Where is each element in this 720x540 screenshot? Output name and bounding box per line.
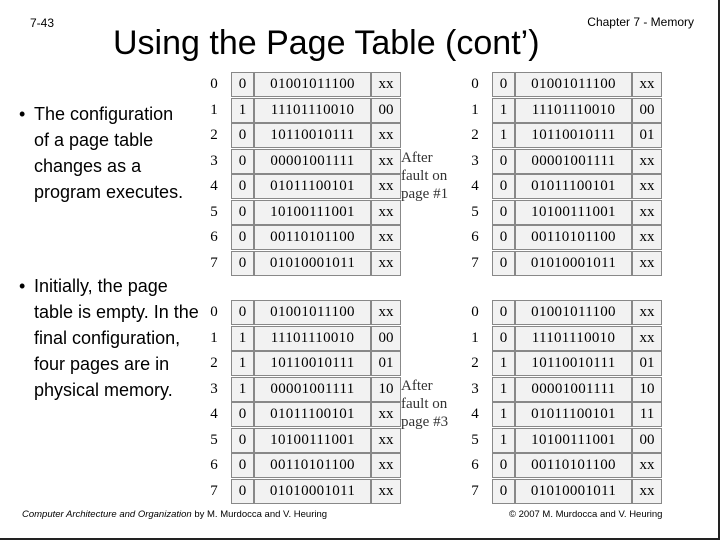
page-index: 6 [210, 229, 218, 245]
present-bit-cell: 0 [231, 402, 254, 427]
page-index: 2 [210, 355, 218, 371]
access-bits-cell: 11 [632, 402, 662, 427]
frame-number-cell: 01010001011 [254, 251, 371, 276]
frame-number-cell: 11101110010 [515, 326, 632, 351]
frame-number-cell: 01001011100 [254, 72, 371, 97]
fault-label-line: After [401, 150, 433, 166]
present-bit-cell: 1 [492, 351, 515, 376]
page-index: 0 [210, 76, 218, 92]
fault-label-line: After [401, 378, 433, 394]
present-bit-cell: 0 [231, 428, 254, 453]
access-bits-cell: xx [632, 326, 662, 351]
fault-label-line: fault on [401, 396, 448, 412]
present-bit-cell: 1 [231, 326, 254, 351]
bullet-dot: • [19, 104, 26, 124]
access-bits-cell: xx [371, 479, 401, 504]
frame-number-cell: 00110101100 [515, 453, 632, 478]
frame-number-cell: 11101110010 [515, 98, 632, 123]
slide-number: 7-43 [30, 16, 55, 30]
page-index: 7 [471, 254, 479, 271]
footer-citation [22, 509, 327, 520]
access-bits-cell: xx [371, 200, 401, 225]
access-bits-cell: 00 [371, 98, 401, 123]
footer-book-title: Computer Architecture and Organization [22, 509, 192, 520]
page-index: 1 [210, 101, 218, 118]
present-bit-cell: 0 [231, 200, 254, 225]
present-bit-cell: 0 [492, 200, 515, 225]
frame-number-cell: 01001011100 [515, 300, 632, 325]
bullet-text: Initially, the page table is empty. In the final configuration, four pages are in physical memory. [34, 276, 199, 400]
page-index: 1 [471, 101, 479, 118]
present-bit-cell: 0 [492, 453, 515, 478]
present-bit-cell: 0 [492, 72, 515, 97]
frame-number-cell: 10100111001 [254, 200, 371, 225]
fault-label-page-1 [401, 149, 448, 203]
present-bit-cell: 0 [231, 174, 254, 199]
frame-number-cell: 01011100101 [515, 402, 632, 427]
present-bit-cell: 0 [492, 225, 515, 250]
page-index: 2 [471, 127, 479, 143]
page-index: 3 [210, 152, 218, 169]
present-bit-cell: 0 [231, 225, 254, 250]
frame-number-cell: 11101110010 [254, 326, 371, 351]
page-index: 7 [210, 482, 218, 499]
page-index: 7 [210, 254, 218, 271]
present-bit-cell: 1 [492, 428, 515, 453]
access-bits-cell: xx [371, 72, 401, 97]
access-bits-cell: 01 [632, 123, 662, 148]
present-bit-cell: 1 [231, 98, 254, 123]
access-bits-cell: xx [632, 149, 662, 174]
access-bits-cell: xx [632, 453, 662, 478]
frame-number-cell: 00110101100 [254, 453, 371, 478]
access-bits-cell: xx [371, 149, 401, 174]
access-bits-cell: xx [371, 300, 401, 325]
present-bit-cell: 1 [231, 351, 254, 376]
frame-number-cell: 01010001011 [254, 479, 371, 504]
page-index: 4 [210, 178, 218, 194]
page-index: 5 [210, 431, 218, 448]
page-index: 5 [471, 203, 479, 220]
present-bit-cell: 1 [492, 377, 515, 402]
access-bits-cell: 10 [371, 377, 401, 402]
page-index: 4 [210, 406, 218, 422]
present-bit-cell: 0 [231, 251, 254, 276]
page-index: 3 [471, 380, 479, 397]
access-bits-cell: xx [632, 251, 662, 276]
present-bit-cell: 0 [231, 479, 254, 504]
page-index: 2 [471, 355, 479, 371]
page-index: 7 [471, 482, 479, 499]
chapter-label: Chapter 7 - Memory [587, 15, 694, 29]
present-bit-cell: 0 [492, 251, 515, 276]
frame-number-cell: 01010001011 [515, 479, 632, 504]
page-index: 0 [471, 76, 479, 92]
frame-number-cell: 10100111001 [254, 428, 371, 453]
frame-number-cell: 01001011100 [254, 300, 371, 325]
bullet-dot: • [19, 276, 26, 296]
frame-number-cell: 10110010111 [254, 123, 371, 148]
page-index: 1 [210, 329, 218, 346]
access-bits-cell: xx [632, 200, 662, 225]
access-bits-cell: 10 [632, 377, 662, 402]
page-index: 5 [210, 203, 218, 220]
access-bits-cell: 00 [632, 98, 662, 123]
footer-authors: by M. Murdocca and V. Heuring [191, 509, 328, 520]
access-bits-cell: xx [632, 300, 662, 325]
frame-number-cell: 10100111001 [515, 200, 632, 225]
present-bit-cell: 0 [231, 123, 254, 148]
frame-number-cell: 00110101100 [254, 225, 371, 250]
present-bit-cell: 0 [492, 479, 515, 504]
access-bits-cell: xx [371, 251, 401, 276]
access-bits-cell: xx [632, 479, 662, 504]
present-bit-cell: 1 [492, 402, 515, 427]
frame-number-cell: 01011100101 [515, 174, 632, 199]
present-bit-cell: 0 [231, 453, 254, 478]
bullet-text: The configuration of a page table changes as a program executes. [34, 104, 184, 202]
page-title: Using the Page Table (cont’) [113, 24, 540, 62]
access-bits-cell: xx [632, 174, 662, 199]
page-index: 4 [471, 178, 479, 194]
access-bits-cell: xx [632, 225, 662, 250]
page-index: 4 [471, 406, 479, 422]
frame-number-cell: 01011100101 [254, 174, 371, 199]
frame-number-cell: 10110010111 [254, 351, 371, 376]
frame-number-cell: 11101110010 [254, 98, 371, 123]
present-bit-cell: 0 [492, 326, 515, 351]
page-index: 5 [471, 431, 479, 448]
present-bit-cell: 0 [492, 174, 515, 199]
access-bits-cell: xx [371, 174, 401, 199]
fault-label-line: page #3 [401, 414, 449, 430]
access-bits-cell: 00 [371, 326, 401, 351]
present-bit-cell: 0 [492, 149, 515, 174]
present-bit-cell: 0 [231, 149, 254, 174]
frame-number-cell: 00110101100 [515, 225, 632, 250]
frame-number-cell: 10110010111 [515, 123, 632, 148]
access-bits-cell: 01 [632, 351, 662, 376]
frame-number-cell: 00001001111 [254, 149, 371, 174]
frame-number-cell: 00001001111 [515, 377, 632, 402]
page-index: 6 [471, 229, 479, 245]
frame-number-cell: 01010001011 [515, 251, 632, 276]
fault-label-line: fault on [401, 168, 448, 184]
frame-number-cell: 01001011100 [515, 72, 632, 97]
footer-copyright: © 2007 M. Murdocca and V. Heuring [509, 509, 663, 520]
access-bits-cell: xx [371, 225, 401, 250]
frame-number-cell: 10100111001 [515, 428, 632, 453]
access-bits-cell: xx [371, 428, 401, 453]
page-index: 1 [471, 329, 479, 346]
frame-number-cell: 00001001111 [515, 149, 632, 174]
frame-number-cell: 10110010111 [515, 351, 632, 376]
frame-number-cell: 00001001111 [254, 377, 371, 402]
page-index: 3 [471, 152, 479, 169]
page-index: 0 [210, 304, 218, 320]
access-bits-cell: xx [371, 453, 401, 478]
fault-label-page-3 [401, 377, 448, 431]
page-index: 0 [471, 304, 479, 320]
access-bits-cell: 01 [371, 351, 401, 376]
page-index: 6 [471, 457, 479, 473]
present-bit-cell: 0 [231, 72, 254, 97]
page-index: 2 [210, 127, 218, 143]
access-bits-cell: xx [371, 402, 401, 427]
page-index: 3 [210, 380, 218, 397]
present-bit-cell: 1 [492, 98, 515, 123]
fault-label-line: page #1 [401, 186, 449, 202]
frame-number-cell: 01011100101 [254, 402, 371, 427]
present-bit-cell: 0 [231, 300, 254, 325]
page-index: 6 [210, 457, 218, 473]
access-bits-cell: 00 [632, 428, 662, 453]
present-bit-cell: 1 [492, 123, 515, 148]
present-bit-cell: 1 [231, 377, 254, 402]
access-bits-cell: xx [632, 72, 662, 97]
present-bit-cell: 0 [492, 300, 515, 325]
access-bits-cell: xx [371, 123, 401, 148]
